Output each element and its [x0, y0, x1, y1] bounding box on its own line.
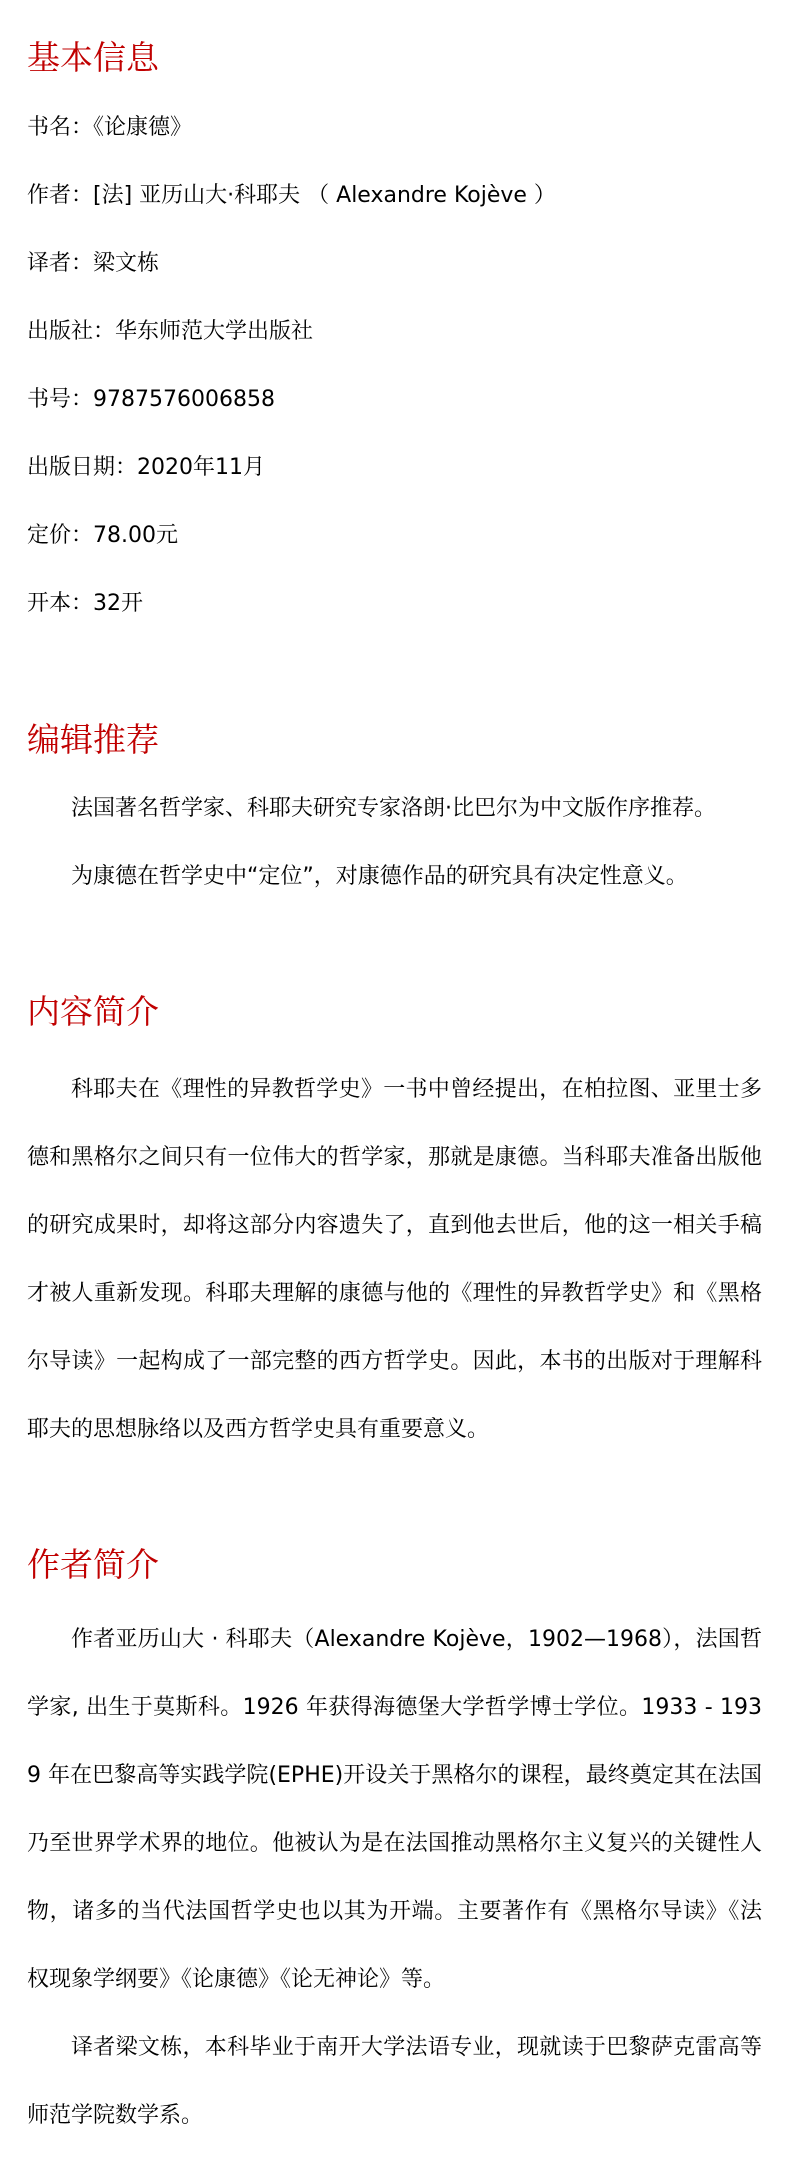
- info-publisher: 出版社：华东师范大学出版社: [27, 319, 314, 344]
- editor-paragraph: 为康德在哲学史中“定位”，对康德作品的研究具有决定性意义。: [71, 864, 688, 889]
- section-title-author-intro: 作者简介: [27, 1545, 159, 1584]
- content-paragraph: 科耶夫在《理性的异教哲学史》一书中曾经提出，在柏拉图、亚里士多德和黑格尔之间只有一位伟大的哲学家，那就是康德。当科耶夫准备出版他的研究成果时，却将这部分内容遗失了，直到他去世后，他的这一相关手稿才被人重新发现。科耶夫理解的康德与他的《理性的异教哲学史》和《黑格尔导读》一起构成了一部完整的西方哲学史。因此，本书的出版对于理解科耶夫的思想脉络以及西方哲学史具有重要意义。: [27, 1077, 762, 1442]
- info-publish-date: 出版日期：2020年11月: [27, 455, 265, 480]
- section-title-content-summary: 内容简介: [27, 992, 159, 1031]
- info-price: 定价：78.00元: [27, 523, 178, 548]
- section-title-editor-recommendation: 编辑推荐: [27, 720, 159, 759]
- editor-paragraph: 法国著名哲学家、科耶夫研究专家洛朗·比巴尔为中文版作序推荐。: [71, 796, 716, 821]
- info-format: 开本：32开: [27, 591, 143, 616]
- info-author: 作者：[法] 亚历山大·科耶夫 （ Alexandre Kojève ）: [27, 183, 556, 208]
- info-title: 书名：《论康德》: [27, 115, 193, 140]
- section-title-basic-info: 基本信息: [27, 38, 159, 77]
- info-isbn: 书号：9787576006858: [27, 387, 275, 412]
- translator-paragraph: 译者梁文栋，本科毕业于南开大学法语专业，现就读于巴黎萨克雷高等师范学院数学系。: [27, 2035, 762, 2128]
- author-paragraph: 作者亚历山大 · 科耶夫（Alexandre Kojève，1902—1968），法国哲学家, 出生于莫斯科。1926 年获得海德堡大学哲学博士学位。1933 - 1939 年在巴黎高等实践学院(EPHE)开设关于黑格尔的课程，最终奠定其在法国乃至世界学术界的地位。他被认为是在法国推动黑格尔主义复兴的关键性人物，诸多的当代法国哲学史也以其为开端。主要著作有《黑格尔导读》《法权现象学纲要》《论康德》《论无神论》等。: [27, 1627, 762, 1992]
- info-translator: 译者：梁文栋: [27, 251, 160, 276]
